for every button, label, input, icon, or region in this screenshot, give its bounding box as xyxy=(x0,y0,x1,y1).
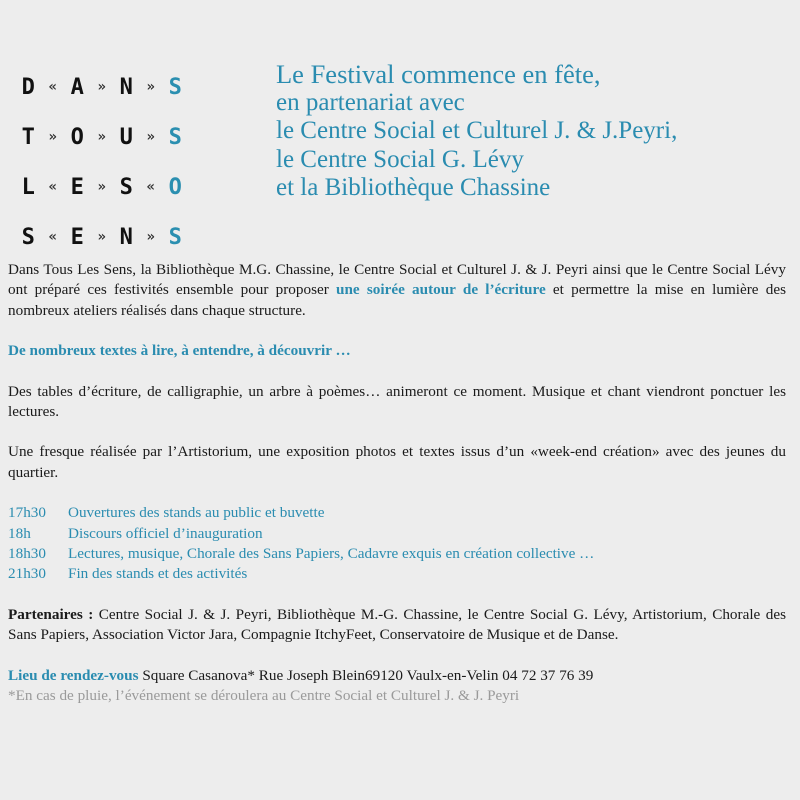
logo-letter: S xyxy=(21,224,35,250)
headline-line: et la Bibliothèque Chassine xyxy=(276,174,551,201)
schedule-text: Discours officiel d’inauguration xyxy=(68,524,263,542)
logo-separator: » xyxy=(146,129,155,145)
schedule-time: 21h30 xyxy=(8,565,46,583)
logo-separator: » xyxy=(97,79,106,95)
logo-separator: » xyxy=(97,229,106,245)
headline-line: Le Festival commence en fête, xyxy=(276,59,601,89)
logo-letter: N xyxy=(119,224,133,250)
logo-letter: E xyxy=(70,224,84,250)
headline-line: en partenariat avec xyxy=(276,88,465,116)
schedule-time: 18h xyxy=(8,524,31,542)
partners-paragraph xyxy=(8,605,786,646)
fresque-paragraph: Une fresque réalisée par l’Artistorium, une exposition photos et textes issus d’un «week-end création» avec des jeunes du quartier. xyxy=(8,443,786,481)
logo-separator: » xyxy=(146,79,155,95)
subheading: De nombreux textes à lire, à entendre, à découvrir … xyxy=(8,342,351,360)
intro-text: Dans Tous Les Sens, la Bibliothèque M.G. Chassine, le Centre Social et Culturel J. & J. Peyri ainsi que le Centre Social Lévy ont préparé ces festivités ensemble pour proposer xyxy=(8,261,786,299)
logo-letter: L xyxy=(21,174,35,200)
logo-letter: S xyxy=(168,74,182,100)
intro-highlight: une soirée autour de l’écriture xyxy=(336,281,546,299)
venue-paragraph xyxy=(8,666,786,686)
logo-separator: » xyxy=(146,229,155,245)
intro-text-end: et permettre la mise en lumière des nombreux ateliers réalisés dans chaque structure. xyxy=(8,281,786,319)
logo-letter: S xyxy=(119,174,133,200)
partners-text: Centre Social J. & J. Peyri, Bibliothèque M.-G. Chassine, le Centre Social G. Lévy, Artistorium, Chorale des Sans Papiers, Association Victor Jara, Compagnie ItchyFeet, Conservatoire de Musique et de Danse. xyxy=(8,605,786,644)
rain-note: *En cas de pluie, l’événement se déroulera au Centre Social et Culturel J. & J. Peyri xyxy=(8,687,520,705)
schedule-time: 17h30 xyxy=(8,504,46,522)
logo-letter: U xyxy=(119,124,133,150)
logo-row xyxy=(16,212,212,262)
logo-letter: S xyxy=(168,124,182,150)
schedule-row xyxy=(8,524,786,544)
logo-separator: » xyxy=(97,179,106,195)
logo-row xyxy=(16,62,212,112)
logo-letter: S xyxy=(168,224,182,250)
logo-separator: « xyxy=(48,229,57,245)
schedule-text: Fin des stands et des activités xyxy=(68,565,248,583)
logo-letter: O xyxy=(168,174,182,200)
logo-letter: A xyxy=(70,74,84,100)
dans-tous-les-sens-logo xyxy=(16,62,212,250)
headline-line: le Centre Social et Culturel J. & J.Peyri, xyxy=(276,117,678,144)
tables-paragraph: Des tables d’écriture, de calligraphie, un arbre à poèmes… animeront ce moment. Musique et chant viendront ponctuer les lectures. xyxy=(8,382,786,421)
schedule-time: 18h30 xyxy=(8,545,46,563)
intro-paragraph xyxy=(8,260,786,321)
logo-letter: D xyxy=(21,74,35,100)
logo-row xyxy=(16,112,212,162)
logo-separator: « xyxy=(146,179,155,195)
schedule xyxy=(8,503,786,585)
logo-row xyxy=(16,162,212,212)
schedule-text: Ouvertures des stands au public et buvette xyxy=(68,504,325,522)
headline xyxy=(276,60,776,203)
logo-separator: » xyxy=(48,129,57,145)
headline-line: le Centre Social G. Lévy xyxy=(276,145,524,173)
logo-letter: O xyxy=(70,124,84,150)
schedule-row xyxy=(8,564,786,584)
schedule-row xyxy=(8,544,786,564)
schedule-text: Lectures, musique, Chorale des Sans Papiers, Cadavre exquis en création collective … xyxy=(68,545,595,563)
partners-label: Partenaires : xyxy=(8,605,94,623)
logo-separator: « xyxy=(48,179,57,195)
logo-letter: N xyxy=(119,74,133,100)
schedule-row xyxy=(8,503,786,523)
logo-letter: T xyxy=(21,124,35,150)
main-content xyxy=(8,260,786,707)
logo-letter: E xyxy=(70,174,84,200)
logo-separator: » xyxy=(97,129,106,145)
venue-label: Lieu de rendez-vous xyxy=(8,666,139,684)
logo-separator: « xyxy=(48,79,57,95)
venue-text: Square Casanova* Rue Joseph Blein69120 Vaulx-en-Velin 04 72 37 76 39 xyxy=(138,666,594,684)
